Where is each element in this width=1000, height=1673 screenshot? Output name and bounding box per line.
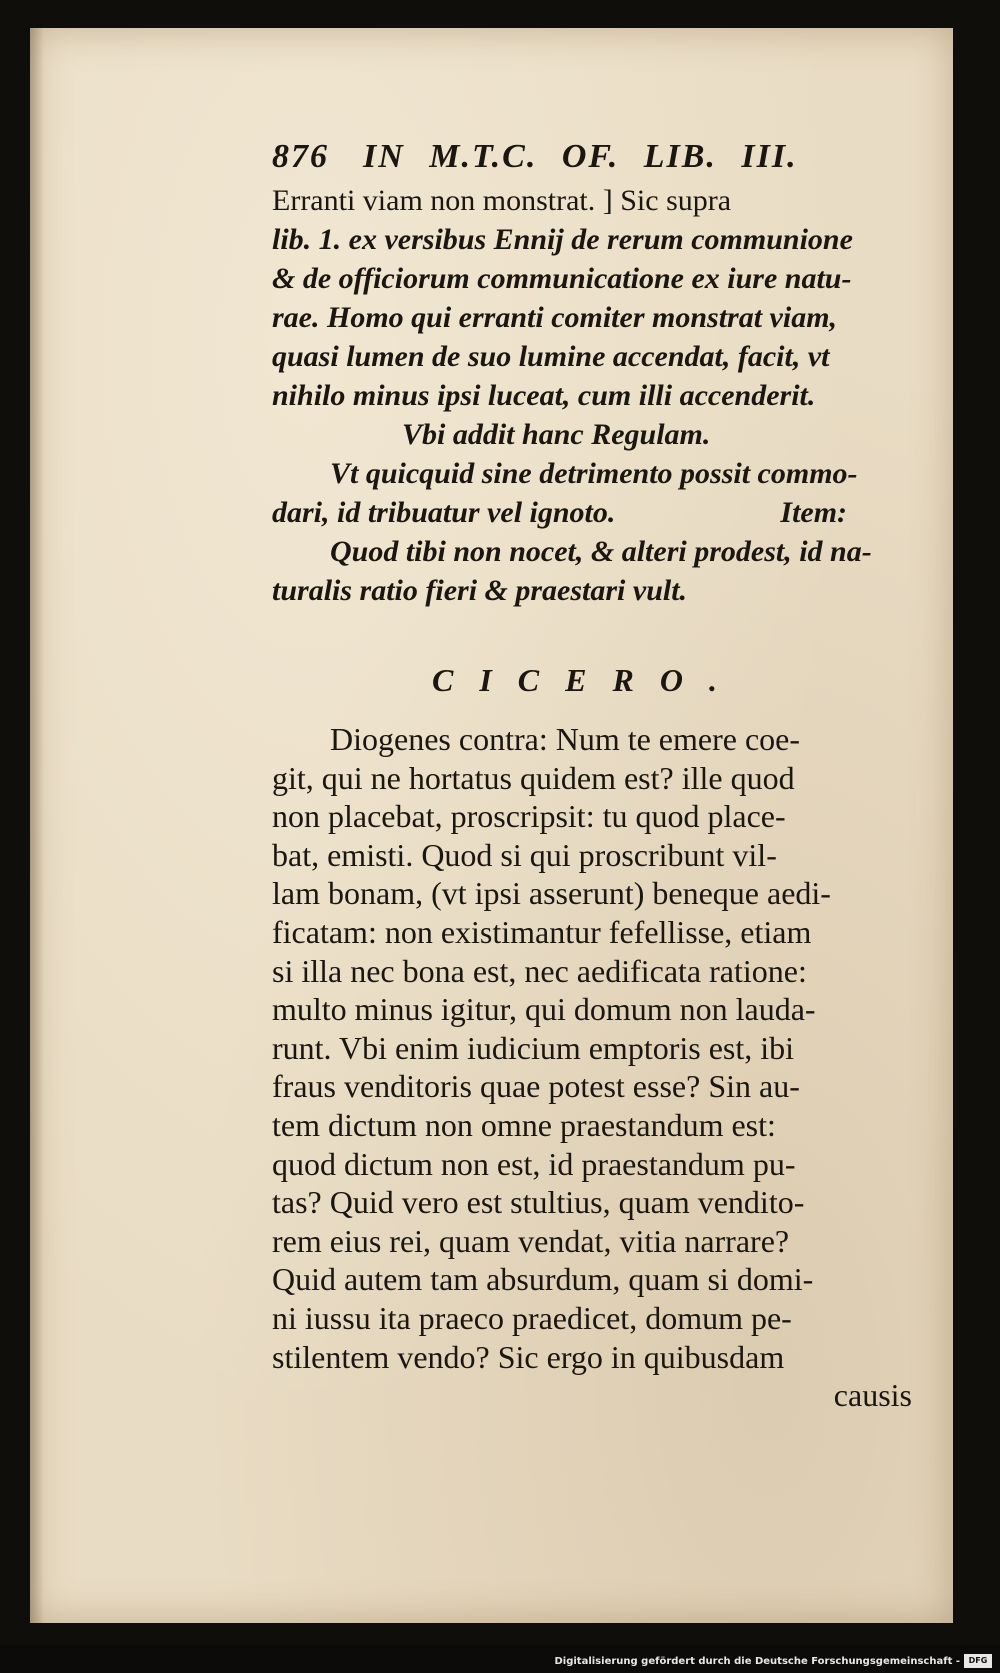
- cicero-line: tem dictum non omne praestandum est:: [272, 1106, 776, 1143]
- cicero-line: stilentem vendo? Sic ergo in quibusdam: [272, 1338, 785, 1375]
- catchword: causis: [833, 1377, 912, 1414]
- commentary-line: Quod tibi non nocet, & alteri prodest, id na-: [330, 535, 872, 568]
- cicero-line: bat, emisti. Quod si qui proscribunt vil-: [272, 836, 777, 873]
- commentary-line: lib. 1. ex versibus Ennij de rerum communione: [272, 223, 853, 256]
- cicero-line: git, qui ne hortatus quidem est? ille quod: [272, 759, 795, 796]
- cicero-line: tas? Quid vero est stultius, quam vendito-: [272, 1184, 805, 1221]
- cicero-line: ficatam: non existimantur fefellisse, etiam: [272, 913, 812, 950]
- commentary-line: turalis ratio fieri & praestari vult.: [272, 574, 688, 607]
- funding-credit: Digitalisierung gefördert durch die Deutsche Forschungsgemeinschaft -: [554, 1656, 960, 1667]
- running-head-title: IN M.T.C. OF. LIB. III.: [363, 138, 798, 175]
- commentary-block: [272, 181, 952, 610]
- cicero-line: lam bonam, (vt ipsi asserunt) beneque aedi-: [272, 875, 831, 912]
- cicero-text-block: [272, 720, 952, 1415]
- running-head: [272, 133, 952, 181]
- page-gutter-shadow: [30, 28, 44, 1623]
- cicero-line: multo minus igitur, qui domum non lauda-: [272, 991, 816, 1028]
- cicero-line: ni iussu ita praeco praedicet, domum pe-: [272, 1299, 792, 1336]
- cicero-line: quod dictum non est, id praestandum pu-: [272, 1145, 796, 1182]
- commentary-line: dari, id tribuatur vel ignoto. Item:: [272, 496, 848, 529]
- page-text-block: [272, 133, 952, 1415]
- cicero-line: runt. Vbi enim iudicium emptoris est, ibi: [272, 1029, 795, 1066]
- cicero-line: fraus venditoris quae potest esse? Sin au-: [272, 1068, 800, 1105]
- cicero-line: Quid autem tam absurdum, quam si domi-: [272, 1261, 814, 1298]
- digitization-footer: [0, 1645, 1000, 1673]
- commentary-line: Vt quicquid sine detrimento possit commo-: [330, 457, 858, 490]
- commentary-line: rae. Homo qui erranti comiter monstrat viam,: [272, 301, 838, 334]
- cicero-line: rem eius rei, quam vendat, vitia narrare?: [272, 1222, 790, 1259]
- page-number: 876: [272, 138, 329, 175]
- cicero-line: si illa nec bona est, nec aedificata ratione:: [272, 952, 807, 989]
- section-heading: CICERO.: [432, 662, 743, 698]
- commentary-line: Vbi addit hanc Regulam.: [402, 418, 711, 451]
- cicero-line: non placebat, proscripsit: tu quod place-: [272, 798, 786, 835]
- commentary-line: nihilo minus ipsi luceat, cum illi accenderit.: [272, 379, 816, 412]
- commentary-line: Erranti viam non monstrat. ] Sic supra: [272, 184, 732, 217]
- dfg-logo: DFG: [964, 1654, 992, 1668]
- cicero-line: Diogenes contra: Num te emere coe-: [330, 721, 801, 757]
- commentary-line: & de officiorum communicatione ex iure natu-: [272, 262, 852, 295]
- commentary-line: quasi lumen de suo lumine accendat, facit, vt: [272, 340, 830, 373]
